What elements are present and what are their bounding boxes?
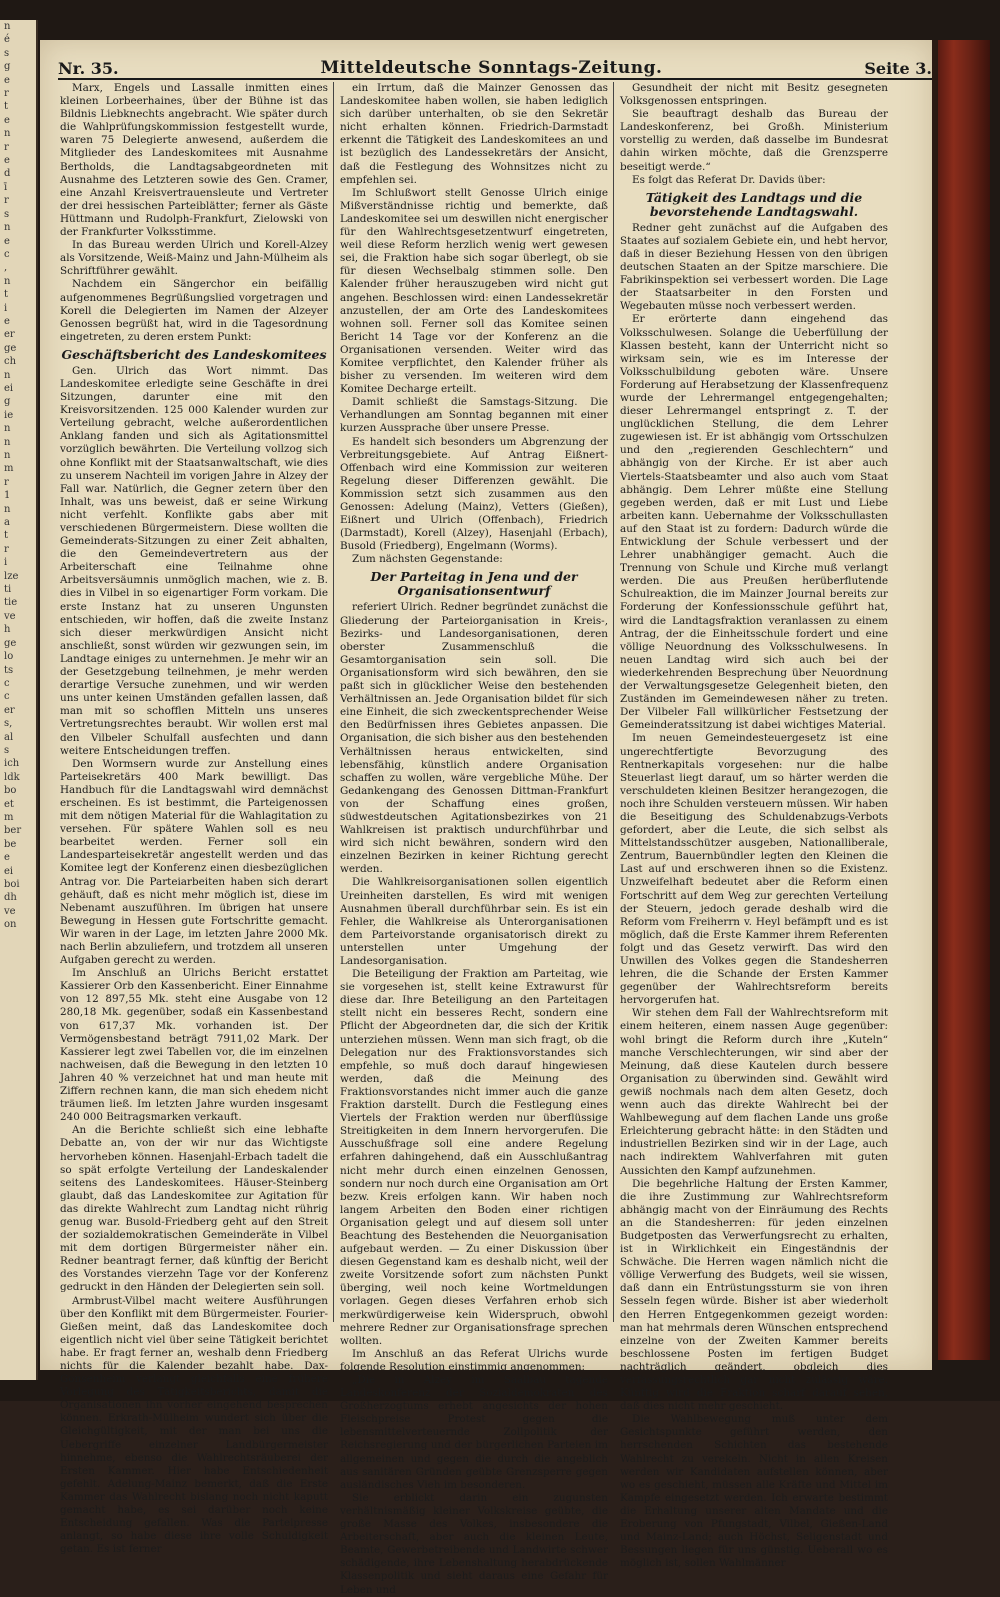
page-header: [58, 52, 932, 80]
strip-fragment: s: [4, 208, 10, 220]
strip-fragment: on: [4, 919, 17, 931]
strip-fragment: al: [4, 731, 14, 743]
strip-fragment: n: [4, 436, 11, 448]
strip-fragment: g: [4, 396, 11, 408]
strip-fragment: n: [4, 503, 11, 515]
paragraph: Die Wahlkreisorganisationen sollen eigentlich Ureinheiten darstellen, Es wird mit wenigen Ausnahmen überall durchführbar sein. Es ist ein Fehler, die Wahlkreise als Unterorganisationen dem Parteivorstande organisatorisch direkt zu unterstellen unter Umgehung der Landesorganisation.: [340, 876, 608, 967]
paragraph: „Die in Alzey im Saalbau tagende Landeskonferenz der Sozialdemokraten des Großherzogtums erhebt angesichts der hohen Fleischpreise Protest gegen die lebensmittelverteuernde Zollpolitik der Reichsregierung und der bürgerlichen Parteien im allgemeinen und gegen die durch die angeblich aus sanitären Gründen geübte Grenzsperre gegen ausländisches Vieh im besonderen.: [340, 1374, 608, 1491]
strip-fragment: ge: [4, 342, 17, 354]
strip-fragment: i: [4, 557, 8, 569]
paragraph: ein Irrtum, daß die Mainzer Genossen das Landeskomitee haben wollen, sie haben lediglich sich darüber unterhalten, ob sie den Sekretär nicht erhalten können. Friedrich-Darmstadt erkennt die Tätigkeit des Landeskomitees an und ist bezüglich des Landessekretärs der Ansicht, daß die Festlegung des Wohnsitzes nicht zu empfehlen sei.: [340, 82, 608, 186]
paragraph: Er erörterte dann eingehend das Volksschulwesen. Solange die Ueberfüllung der Klassen besteht, kann der Unterricht nicht so wirksam sein, wie es im Interesse der Volksschulbildung geboten wäre. Unsere Forderung auf Herabsetzung der Klassenfrequenz wurde der Lehrermangel entgegengehalten; dieser Lehrermangel entspringt z. T. der unglücklichen Stellung, die dem Lehrer zugewiesen ist. Er ist abhängig vom Ortsschulzen und den „regierenden Geschlechtern“ und abhängig von der Kirche. Er ist aber auch Viertels-Staatsbeamter und also auch vom Staat abhängig. Dem Lehrer müßte eine Stellung gegeben werden, daß er mit Lust und Liebe arbeiten kann. Uebernahme der Volksschullasten auf den Staat ist zu fordern: Dadurch würde die Entwicklung der Schule verbessert und der Lehrer unabhängiger gemacht. Auch die Trennung von Schule und Kirche muß verlangt werden. Die aus Preußen herüberflutende Schulreaktion, die im Mainzer Journal bereits zur Forderung der Konfessionsschule geführt hat, wird die Landtagsfraktion veranlassen zu einem Antrag, der die Einheitsschule fordert und eine völlige Neuordnung des Volksschulwesens. In neuen Landtag wird sich auch bei der wiederkehrenden Besprechung über Neuordnung der Verwaltungsgesetze Gelegenheit bieten, den Zuständen im Gemeindewesen näher zu treten. Der Vilbeler Fall willkürlicher Festsetzung der Gemeinderatssitzung ist dabei wichtiges Material.: [620, 313, 888, 732]
paragraph: Die Wahlbewegung muß unter dem Gesichtspunkte geführt werden, den herrschenden Schichten das bestehende Wahlrecht zu verekeln. Nicht in allen Kreisen werden wir Kandidaten aufstellen können, aber wo es geschieht, müssen alle Kräfte und Mittel im Kampfe eingesetzt werden. Ich erwarte bestimmt die Erhaltung unserer alten Mandate und die Eroberung von Pfungstadt, Vilbel, Gießen-Land und Mainz-Land; auch Höchst, Seligenstadt und Bessungen liegen für uns günstig. Ueberall wo es möglich ist, sollen Wahlmänner: [620, 1413, 888, 1570]
paragraph: Sie erblickt darin ein zugunsten verhältnismäßig kleiner Volkskreise geübte, die große Masse des Volkes, insbesondere die Arbeiterschaft, aber auch die kleinen Leute, Beamte, Gewerbetreibende und Landwirte schwer schädigende, ihre Lebenshaltung herabdrückende Klassenpolitik und sieht daraus eine Gefahr für Leben und: [340, 1491, 608, 1596]
column-2: [340, 82, 608, 1596]
strip-fragment: e: [4, 114, 10, 126]
strip-fragment: dh: [4, 892, 17, 904]
newspaper-title: Mitteldeutsche Sonntags-Zeitung.: [320, 58, 663, 78]
strip-fragment: c: [4, 248, 10, 260]
paragraph: Wir stehen dem Fall der Wahlrechtsreform mit einem heiteren, einem nassen Auge gegenüber: wohl bringt die Reform durch ihre „Kuteln“ manche Verschlechterungen, wir sind aber der Meinung, daß diese Kautelen durch bessere Organisation zu überwinden sind. Gewählt wird gewiß nochmals nach dem alten Gesetz, doch wenn auch das direkte Wahlrecht bei der Wahlbewegung auf dem flachen Lande uns große Erleichterung gebracht hätte: in den Städten und industriellen Bezirken sind wir in der Lage, auch nach indirektem Wahlverfahren mit guten Aussichten den Kampf aufzunehmen.: [620, 1007, 888, 1177]
strip-fragment: n: [4, 423, 11, 435]
strip-fragment: boi: [4, 879, 20, 890]
strip-fragment: ve: [4, 610, 16, 622]
strip-fragment: n: [4, 450, 11, 461]
strip-fragment: et: [4, 798, 14, 810]
strip-fragment: m: [4, 463, 14, 475]
strip-fragment: ei: [4, 865, 14, 877]
strip-fragment: 1: [4, 490, 11, 502]
strip-fragment: i: [4, 302, 8, 314]
strip-fragment: ,: [4, 262, 8, 274]
strip-fragment: n: [4, 369, 11, 381]
strip-fragment: s: [4, 744, 10, 756]
paragraph: Im Anschluß an das Referat Ulrichs wurde folgende Resolution einstimmig angenommen:: [340, 1347, 608, 1373]
strip-fragment: h: [4, 624, 11, 636]
column-divider: [333, 82, 334, 1322]
paragraph: Es handelt sich besonders um Abgrenzung der Verbreitungsgebiete. Auf Antrag Eißnert-Offenbach wird eine Kommission zur weiteren Regelung dieser Differenzen gewählt. Die Kommission setzt sich zusammen aus den Genossen: Adelung (Mainz), Vetters (Gießen), Eißnert und Ulrich (Offenbach), Friedrich (Darmstadt), Korell (Alzey), Hasenjahl (Erbach), Busold (Friedberg), Engelmann (Worms).: [340, 435, 608, 553]
paragraph: Sie beauftragt deshalb das Bureau der Landeskonferenz, bei Großh. Ministerium vorstellig zu werden, daß dasselbe im Bundesrat dahin wirken möchte, daß die Grenzsperre beseitigt werde.“: [620, 108, 888, 173]
strip-fragment: t: [4, 530, 9, 542]
strip-fragment: bo: [4, 785, 17, 797]
issue-number: Nr. 35.: [58, 59, 119, 78]
strip-fragment: ch: [4, 356, 17, 368]
strip-fragment: e: [4, 315, 10, 327]
strip-fragment: r: [4, 141, 9, 153]
strip-fragment: a: [4, 517, 10, 529]
column-divider: [613, 82, 614, 1322]
strip-fragment: er: [4, 329, 15, 341]
paragraph: Die begehrliche Haltung der Ersten Kammer, die ihre Zustimmung zur Wahlrechtsreform abhängig macht von der Einräumung des Rechts an die Standesherren: für jeden einzelnen Budgetposten das Verwerfungsrecht zu erhalten, ist in Wirklichkeit ein Eingeständnis der Schwäche. Die Herren wagen nämlich nicht die völlige Verwerfung des Budgets, weil sie wissen, daß dann ein Entrüstungssturm sie von ihren Sesseln fegen würde. Bisher ist aber wiederholt den Herren Entgegenkommen gezeigt worden: man hat mehrmals deren Wünschen entsprechend einzelne von der Zweiten Kammer bereits beschlossene Posten im fertigen Budget nachträglich geändert, obgleich dies verfassungsrechtlich gar nicht zulässig wäre. Künftig wird die Fraktion scharf darauf sehen, daß dies nicht mehr geschieht.: [620, 1177, 888, 1413]
strip-fragment: n: [4, 222, 11, 234]
column-3: [620, 82, 888, 1570]
strip-fragment: ts: [4, 664, 14, 676]
strip-fragment: r: [4, 195, 9, 207]
paragraph: Die Beteiligung der Fraktion am Parteitag, wie sie vorgesehen ist, stellt keine Extrawurst für diese dar. Ihre Beteiligung an den Parteitagen stellt nicht ein besseres Recht, sondern eine Pflicht der Abgeordneten dar, die sich der Kritik unterziehen müssen. Wenn man sich fragt, ob die Delegation nur des Fraktionsvorstandes sich empfehle, so muß doch darauf hingewiesen werden, daß die Meinung des Fraktionsvorstandes nicht immer auch die ganze Fraktion darstellt. Durch die Festlegung eines Viertels der Fraktion werden nur überflüssige Streitigkeiten in dem Innern hervorgerufen. Die Ausschußfrage soll eine andere Regelung erfahren dahingehend, daß ein Ausschlußantrag nicht mehr durch einen einzelnen Genossen, sondern nur noch durch eine Organisation am Ort bezw. Kreis erfolgen kann. Wir haben noch langem Arbeiten den Boden einer richtigen Organisation gelegt und auf diesem soll unter Beachtung des Bestehenden die Neuorganisation aufgebaut werden. — Zu einer Diskussion über diesen Gegenstand kam es deshalb nicht, weil der zweite Vorsitzende sofort zum nächsten Punkt überging, weil noch keine Wortmeldungen vorlagen. Gegen dieses Verfahren erhob sich merkwürdigerweise kein Widerspruch, obwohl mehrere Redner zur Organisationsfrage sprechen wollten.: [340, 968, 608, 1347]
strip-fragment: e: [4, 155, 10, 167]
paragraph: An die Berichte schließt sich eine lebhafte Debatte an, von der wir nur das Wichtigste hervorheben können. Hasenjahl-Erbach tadelt die so spät erfolgte Verteilung der Landeskalender seitens des Landeskomitees. Häuser-Steinberg glaubt, daß das Landeskomitee zur Agitation für das direkte Wahlrecht zum Landtag nicht rührig genug war. Busold-Friedberg geht auf den Streit der sozialdemokratischen Gemeinderäte in Vilbel mit dem dortigen Bürgermeister näher ein. Redner beantragt ferner, daß künftig der Bericht des Vorstandes vierzehn Tage vor der Konferenz gedruckt in den Händen der Delegierten sein soll.: [60, 1124, 328, 1294]
strip-fragment: ber: [4, 825, 22, 837]
page-number: Seite 3.: [864, 59, 932, 78]
strip-fragment: r: [4, 543, 9, 555]
strip-fragment: t: [4, 289, 9, 301]
paragraph: Im neuen Gemeindesteuergesetz ist eine ungerechtfertigte Bevorzugung des Rentnerkapitals vorgesehen: nur die halbe Steuerlast liegt darauf, um so härter werden die verschuldeten kleinen Besitzer herangezogen, die noch ihre Schulden versteuern müssen. Wir haben die Beseitigung des Schuldenabzugs-Verbots gefordert, aber die Leute, die sich selbst als Mittelstandsschützer ausgeben, Nationalliberale, Zentrum, Bauernbündler legten den Kleinen die Last auf und erschweren ihnen so die Existenz. Unzweifelhaft bedeutet aber die Reform einen Fortschritt auf dem Weg zur gerechten Verteilung der Steuern, jedoch gerade deshalb wird die Reform vom Freiherrn v. Heyl befämpft und es ist möglich, daß die Erste Kammer ihrem Referenten folgt und das Gesetz verwirft. Das wird den Unwillen des Volkes gegen die Standesherren lehren, die die Schande der Ersten Kammer gegenüber der Wahlrechtsreform bereits hervorgerufen hat.: [620, 732, 888, 1007]
strip-fragment: e: [4, 235, 10, 247]
paragraph: Marx, Engels und Lassalle inmitten eines kleinen Lorbeerhaines, über der Bühne ist das Bildnis Liebknechts angebracht. Wie später durch die Wahlprüfungskommission festgestellt wurde, waren 75 Delegierte anwesend, außerdem die Mitglieder des Landeskomitees mit Ausnahme Bertholds, die Landtagsabgeordneten mit Ausnahme des Letzteren sowie des Gen. Cramer, eine Anzahl Kreisvertrauensleute und Vertreter der drei hessischen Parteiblätter; ferner als Gäste Hüttmann und Rudolph-Frankfurt, Zielowski von der Frankfurter Volksstimme.: [60, 82, 328, 239]
section-heading: Tätigkeit des Landtags und die bevorstehende Landtagswahl.: [645, 189, 863, 219]
column-1: [60, 82, 328, 1556]
section-heading: Geschäftsbericht des Landeskomitees: [61, 346, 327, 362]
strip-fragment: d: [4, 168, 11, 180]
paragraph: Im Schlußwort stellt Genosse Ulrich einige Mißverständnisse richtig und bemerkte, daß Landeskomitee sei um deswillen nicht energischer für den Wahlrechtsgesetzentwurf eingetreten, weil diese Reform herzlich wenig wert gewesen sei, die Fraktion habe sich sogar überlegt, ob sie für diesen Wechselbalg stimmen solle. Den Kalender früher herauszugeben wird nicht gut angehen. Beschlossen wird: einen Landessekretär anzustellen, der am Orte des Landeskomitees wohnen soll. Ferner soll das Komitee seinen Bericht 14 Tage vor der Konferenz an die Organisationen versenden. Weiter wird das Komitee verpflichtet, den Kalender früher als bisher zu versenden. Im weiteren wird dem Komitee Decharge erteilt.: [340, 186, 608, 396]
strip-fragment: lze: [4, 570, 19, 582]
strip-fragment: ge: [4, 637, 17, 649]
strip-fragment: e: [4, 74, 10, 86]
strip-fragment: n: [4, 128, 11, 140]
paragraph: Gen. Ulrich das Wort nimmt. Das Landeskomitee erledigte seine Geschäfte in drei Sitzungen, darunter eine mit den Kreisvorsitzenden. 125 000 Kalender wurden zur Verteilung gebracht, welche außerordentlichen Anklang fanden und sich als Agitationsmittel vorzüglich bewährten. Die Verteilung vollzog sich ohne Konflikt mit der Staatsanwaltschaft, wie dies zu unserem Nachteil im vorigen Jahre in Alzey der Fall war. Natürlich, die Gegner zetern über den Inhalt, was uns beweist, daß er seine Wirkung nicht verfehlt. Konflikte gabs aber mit verschiedenen Bürgermeistern. Diese wollten die Gemeinderats-Sitzungen zu einer Zeit abhalten, die den Gemeindevertretern aus der Arbeiterschaft eine Teilnahme ohne Arbeitsversäumnis unmöglich machen, wie z. B. dies in Vilbel in so eigenartiger Form vorkam. Die erste Instanz hat zu unseren Ungunsten entschieden, wir hoffen, daß die zweite Instanz sich dieser merkwürdigen Ansicht nicht anschließt, sonst würden wir gezwungen sein, im Landtage einiges zu unternehmen. Je mehr wir an der Gesetzgebung teilnehmen, je mehr werden derartige Versuche zunehmen, und wir werden uns unter keinen Umständen gefallen lassen, daß man mit so schofflen Mitteln uns unseres Vertretungsrechtes beraubt. Wir wollen erst mal den Vilbeler Schulfall ausfechten und dann weitere Entscheidungen treffen.: [60, 364, 328, 757]
strip-fragment: s: [4, 47, 10, 59]
strip-fragment: c: [4, 691, 10, 703]
paragraph: referiert Ulrich. Redner begründet zunächst die Gliederung der Parteiorganisation in Kreis-, Bezirks- und Landesorganisationen, deren oberster Zusammenschluß die Gesamtorganisation sein soll. Die Organisationsform wird sich bewähren, den sie paßt sich in glücklicher Weise den bestehenden Verhältnissen an. Jede Organisation bildet für sich eine Einheit, die sich zweckentsprechender Weise den Bedürfnissen ihres Gebietes anpassen. Die Organisation, die sich bisher aus den bestehenden Verhältnissen heraus entwickelten, sind lebensfähig, künstlich andere Organisation schaffen zu wollen, wäre vergebliche Mühe. Der Gedankengang des Genossen Dittman-Frankfurt von der Schaffung eines großen, südwestdeutschen Agitationsbezirkes von 21 Wahlkreisen ist praktisch undurchführbar und wird sich nicht bewähren, sondern wird den einzelnen Bezirken in keiner Richtung gerecht werden.: [340, 601, 608, 876]
strip-fragment: ī: [4, 181, 8, 193]
strip-fragment: n: [4, 275, 11, 287]
strip-fragment: s,: [4, 718, 13, 730]
paragraph: Damit schließt die Samstags-Sitzung. Die Verhandlungen am Sonntag begannen mit einer kurzen Aussprache über unsere Presse.: [340, 396, 608, 435]
strip-fragment: r: [4, 88, 9, 100]
strip-fragment: t: [4, 101, 9, 113]
paragraph: In das Bureau werden Ulrich und Korell-Alzey als Vorsitzende, Weiß-Mainz und Jahn-Mülheim als Schriftführer gewählt.: [60, 239, 328, 278]
strip-fragment: m: [4, 811, 14, 823]
strip-fragment: tie: [4, 597, 18, 609]
strip-fragment: ldk: [4, 771, 20, 783]
strip-fragment: ich: [4, 758, 20, 770]
paragraph: Gesundheit der nicht mit Besitz gesegneten Volksgenossen entspringen.: [620, 82, 888, 108]
strip-fragment: n: [4, 21, 11, 32]
book-spine: [938, 40, 990, 1360]
strip-fragment: ei: [4, 382, 14, 394]
section-heading: Der Parteitag in Jena und der Organisationsentwurf: [370, 569, 578, 599]
adjacent-page-strip: [0, 20, 38, 1380]
strip-fragment: e: [4, 852, 10, 864]
paragraph: Armbrust-Vilbel macht weitere Ausführungen über den Konflikt mit dem Bürgermeister. Fourier-Gießen meint, daß das Landeskomitee doch eigentlich nicht viel über seine Tätigkeit berichtet habe. Er fragt ferner an, weshalb denn Friedberg nichts für die Kalender bezahlt habe. Dax-Gonsenheim verlangt gleichfalls eine frühere Vorlegung des Tätigkeitsberichts, damit die Organisationen ihn vorher eingehend besprechen können. Erkrath-Mülheim wundert sich über die Gleichgültigkeit, mit der man bei uns die Uebergriffe einzelner Landbürgermeister hinnehme, ebenso die Wahlrechtsräuberei der Ersten Kammer. Hier habe Entschiedenheit gefehlt. Adelung-Mainz bemerkt, daß die Erste Kammer das Wahlrecht bislang noch nicht kaputt gemacht habe, es sei darüber noch keine Entscheidung gefallen. Was die Parteipresse anlangt, so habe diese ihre volle Schuldigkeit getan. Es ist ferner: [60, 1294, 328, 1556]
strip-fragment: be: [4, 838, 17, 850]
strip-fragment: er: [4, 704, 15, 716]
strip-fragment: ve: [4, 905, 16, 917]
paragraph: Redner geht zunächst auf die Aufgaben des Staates auf sozialem Gebiete ein, und hebt hervor, daß in dieser Beziehung Hessen von den übrigen deutschen Staaten an der Spitze marschiere. Die Fabrikinspektion sei verbessert worden. Die Lage der Staatsarbeiter in den Forsten und Wegebauten müsse noch verbessert werden.: [620, 221, 888, 313]
strip-fragment: r: [4, 476, 9, 488]
paragraph: Es folgt das Referat Dr. Davids über:: [632, 173, 826, 186]
paragraph: Nachdem ein Sängerchor ein beifällig aufgenommenes Begrüßungslied vorgetragen und Korell die Delegierten im Namen der Alzeyer Genossen begrüßt hat, wird in die Tagesordnung eingetreten, zu deren erstem Punkt:: [60, 278, 328, 343]
paragraph: Im Anschluß an Ulrichs Bericht erstattet Kassierer Orb den Kassenbericht. Einer Einnahme von 12 897,55 Mk. steht eine Ausgabe von 12 280,18 Mk. gegenüber, sodaß ein Kassenbestand von 617,37 Mk. vorhanden ist. Der Vermögensbestand beträgt 7911,02 Mark. Der Kassierer legt zwei Tabellen vor, die im einzelnen nachweisen, daß die Bewegung in den letzten 10 Jahren 40 % verzeichnet hat und man heute mit Ziffern rechnen kann, die man sich ehedem nicht träumen ließ. Im letzten Jahre wurden insgesamt 240 000 Beitragsmarken verkauft.: [60, 967, 328, 1124]
strip-fragment: ti: [4, 584, 12, 596]
strip-fragment: ie: [4, 409, 14, 421]
strip-fragment: lo: [4, 651, 14, 663]
strip-fragment: c: [4, 677, 10, 689]
paragraph: Den Wormsern wurde zur Anstellung eines Parteisekretärs 400 Mark bewilligt. Das Handbuch für die Landtagswahl wird demnächst erscheinen. Es ist bestimmt, die Parteigenossen mit dem nötigen Material für die Wahlagitation zu versehen. Für spätere Wahlen soll es neu bearbeitet werden. Ferner soll ein Landesparteisekretär angestellt werden und das Komitee legt der Konferenz einen diesbezüglichen Antrag vor. Die Parteiarbeiten haben sich derart gehäuft, daß es nicht mehr möglich ist, diese im Nebenamt auszuführen. Im übrigen hat unsere Bewegung in Hessen gute Fortschritte gemacht. Wir waren in der Lage, im letzten Jahre 2000 Mk. nach Berlin abzuliefern, und trotzdem all unseren Aufgaben gerecht zu werden.: [60, 757, 328, 967]
paragraph: Zum nächsten Gegenstande:: [352, 553, 503, 566]
strip-fragment: é: [4, 34, 10, 46]
strip-fragment: g: [4, 61, 11, 73]
